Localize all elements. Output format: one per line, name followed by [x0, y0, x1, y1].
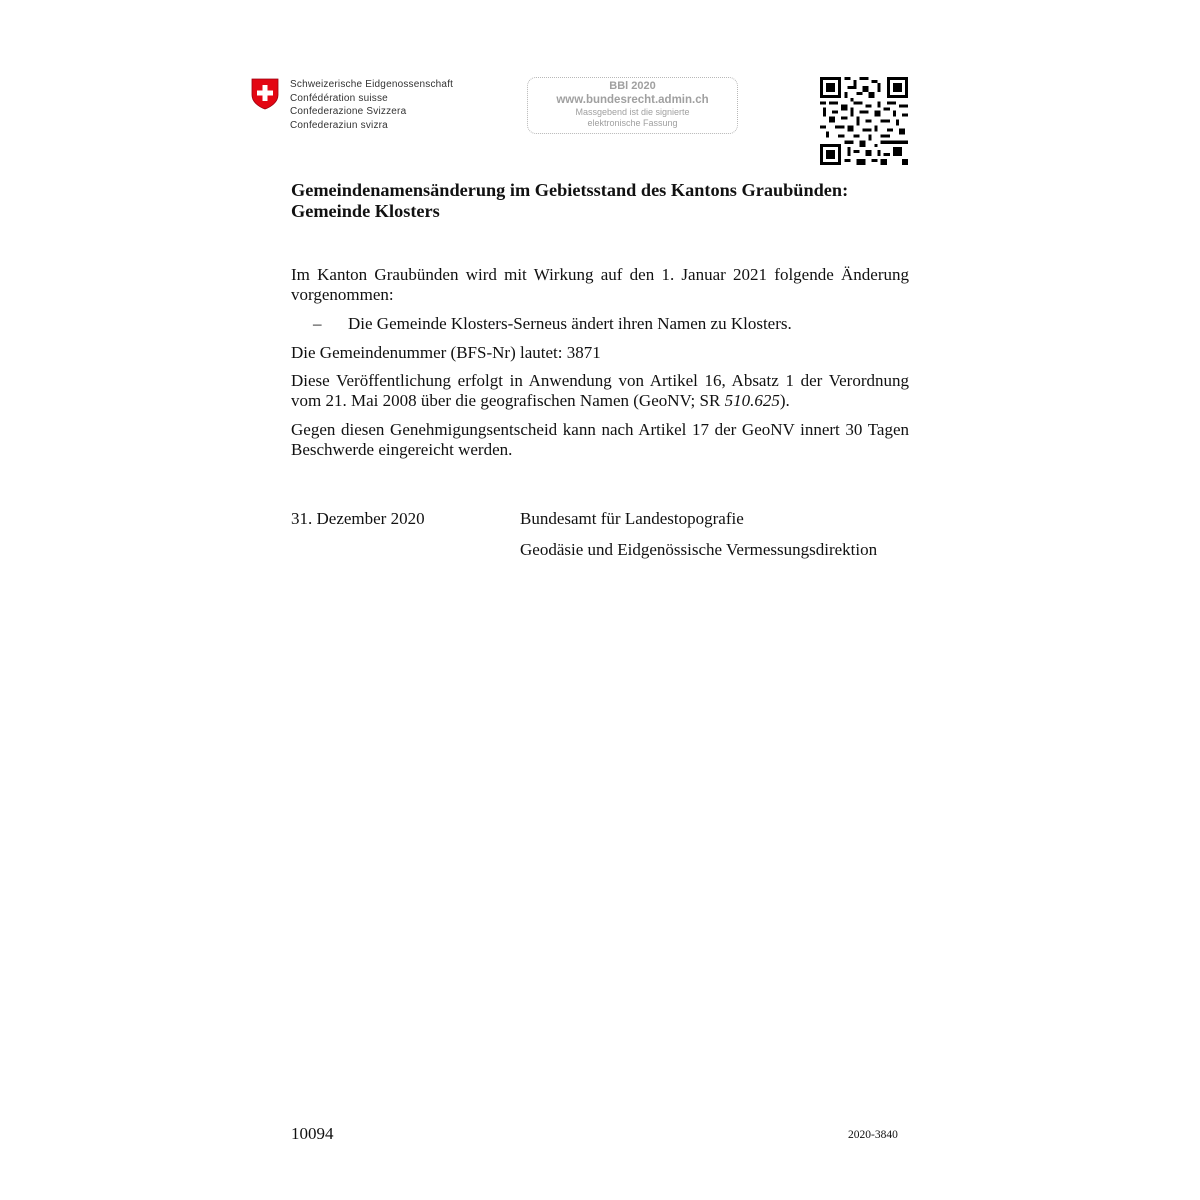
- paragraph-bfs-number: Die Gemeindenummer (BFS-Nr) lautet: 3871: [291, 343, 601, 362]
- issuing-directorate: Geodäsie und Eidgenössische Vermessungsdirektion: [520, 540, 878, 559]
- document-id: 2020-3840: [848, 1129, 898, 1141]
- stamp-note-1: Massgebend ist die signierte: [575, 107, 690, 117]
- paragraph-appeal: Gegen diesen Genehmigungsentscheid kann nach Artikel 17 der GeoNV innert 30 Tagen Beschwerde eingereicht werden.: [291, 420, 909, 459]
- federation-names: [290, 78, 453, 132]
- list-item-text: Die Gemeinde Klosters-Serneus ändert ihren Namen zu Klosters.: [348, 314, 792, 333]
- signature-date: 31. Dezember 2020: [291, 509, 425, 528]
- legal-basis-end: ).: [779, 391, 790, 410]
- swiss-coat-of-arms-icon: [251, 78, 279, 110]
- page-number: 10094: [291, 1124, 334, 1143]
- legal-basis-text: Diese Veröffentlichung erfolgt in Anwendung von Artikel 16, Absatz 1 der Verordnung vom 21. Mai 2008 über die geografischen Namen (GeoNV; SR: [291, 371, 909, 410]
- document-title-line-2: Gemeinde Klosters: [291, 201, 440, 221]
- stamp-url: www.bundesrecht.admin.ch: [556, 94, 709, 106]
- issuing-office: Bundesamt für Landestopografie: [520, 509, 744, 528]
- paragraph-intro: Im Kanton Graubünden wird mit Wirkung auf den 1. Januar 2021 folgende Änderung vorgenommen:: [291, 265, 909, 304]
- list-item: [313, 314, 792, 334]
- paragraph-legal-basis: [291, 371, 909, 411]
- sr-reference: 510.625: [724, 391, 780, 410]
- stamp-note-2: elektronische Fassung: [587, 118, 678, 128]
- document-title-line-1: Gemeindenamensänderung im Gebietsstand des Kantons Graubünden:: [291, 180, 849, 200]
- authenticity-stamp: [527, 77, 738, 134]
- list-dash: –: [313, 314, 322, 333]
- federation-name-rm: Confederaziun svizra: [290, 119, 388, 131]
- federation-name-de: Schweizerische Eidgenossenschaft: [290, 79, 454, 90]
- federation-name-it: Confederazione Svizzera: [290, 106, 407, 118]
- federation-name-fr: Confédération suisse: [290, 92, 388, 104]
- document-title: [291, 180, 916, 222]
- stamp-gazette: BBl 2020: [609, 80, 656, 92]
- qr-code-icon: [820, 77, 908, 165]
